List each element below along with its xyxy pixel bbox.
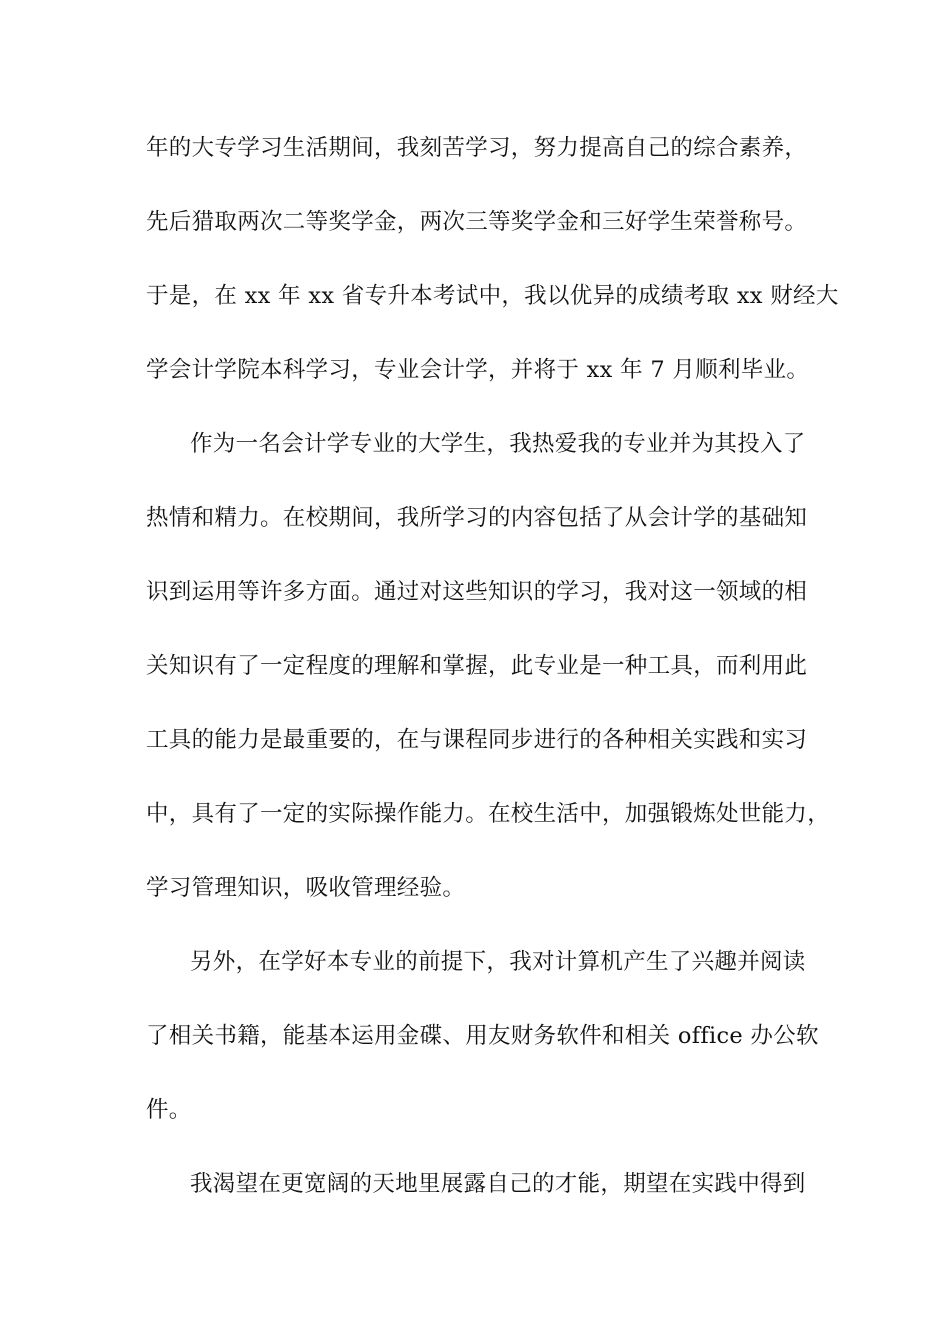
paragraph-line: 件。	[146, 1097, 192, 1123]
paragraph-line: 中，具有了一定的实际操作能力。在校生活中，加强锻炼处世能力，	[146, 801, 831, 827]
paragraph-line: 学会计学院本科学习，专业会计学，并将于 xx 年 7 月顺利毕业。	[146, 357, 810, 383]
paragraph-first-line: 作为一名会计学专业的大学生，我热爱我的专业并为其投入了	[190, 431, 806, 457]
paragraph-line: 关知识有了一定程度的理解和掌握，此专业是一种工具，而利用此	[146, 653, 808, 679]
paragraph-line: 学习管理知识，吸收管理经验。	[146, 875, 466, 901]
paragraph-first-line: 另外，在学好本专业的前提下，我对计算机产生了兴趣并阅读	[190, 949, 806, 975]
paragraph-line: 先后猎取两次二等奖学金，两次三等奖学金和三好学生荣誉称号。	[146, 209, 808, 235]
paragraph-line: 热情和精力。在校期间，我所学习的内容包括了从会计学的基础知	[146, 505, 808, 531]
paragraph-line: 工具的能力是最重要的，在与课程同步进行的各种相关实践和实习	[146, 727, 808, 753]
paragraph-line: 了相关书籍，能基本运用金碟、用友财务软件和相关 office 办公软	[146, 1023, 819, 1049]
paragraph-first-line: 我渴望在更宽阔的天地里展露自己的才能，期望在实践中得到	[190, 1171, 806, 1197]
paragraph-line: 年的大专学习生活期间，我刻苦学习，努力提高自己的综合素养，	[146, 135, 808, 161]
paragraph-line: 于是，在 xx 年 xx 省专升本考试中，我以优异的成绩考取 xx 财经大	[146, 283, 839, 309]
paragraph-line: 识到运用等许多方面。通过对这些知识的学习，我对这一领域的相	[146, 579, 808, 605]
